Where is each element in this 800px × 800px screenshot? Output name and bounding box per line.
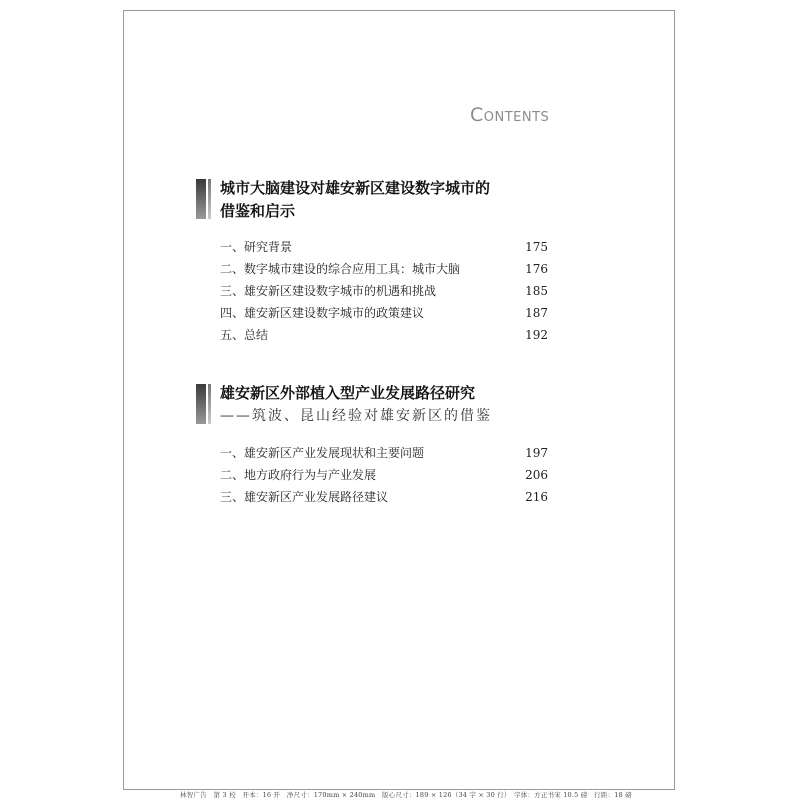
toc-entry[interactable] [220, 324, 548, 346]
toc-entry[interactable] [220, 442, 548, 464]
toc-entry[interactable] [220, 302, 548, 324]
contents-heading-initial: C [470, 104, 484, 126]
toc-entry-label: 三、雄安新区产业发展路径建议 [220, 490, 389, 504]
toc-entry-label: 五、总结 [220, 328, 269, 342]
toc-entry-label: 二、地方政府行为与产业发展 [220, 468, 377, 482]
section-1-header [196, 177, 548, 223]
toc-entry[interactable] [220, 280, 548, 302]
section-marker-bar-inner [208, 179, 211, 219]
toc-entry[interactable] [220, 464, 548, 486]
section-2-header [196, 382, 548, 427]
toc-entry-label: 四、雄安新区建设数字城市的政策建议 [220, 306, 425, 320]
toc-entry-page: 175 [525, 240, 548, 254]
toc-entry[interactable] [220, 236, 548, 258]
toc-entry[interactable] [220, 258, 548, 280]
toc-entry-page: 185 [525, 284, 548, 298]
toc-entry-label: 三、雄安新区建设数字城市的机遇和挑战 [220, 284, 437, 298]
toc-entry-page: 197 [525, 446, 548, 460]
toc-entry-page: 216 [525, 490, 548, 504]
toc-entry-label: 二、数字城市建设的综合应用工具：城市大脑 [220, 262, 461, 276]
section-1-title-line-1: 城市大脑建设对雄安新区建设数字城市的 [220, 179, 491, 197]
print-info-footer: 林智广告 第 3 校 开本：16 开 净尺寸：170mm × 240mm 版心尺寸：189 × 126（34 字 × 30 行） 字体：方正书宋 10.5 磅 行距：18 磅 [180, 791, 632, 799]
section-2-subtitle: ——筑波、昆山经验对雄安新区的借鉴 [220, 408, 492, 424]
toc-entry-page: 206 [525, 468, 548, 482]
section-marker-bar [196, 384, 206, 424]
contents-heading-rest: ONTENTS [483, 110, 550, 125]
section-1-title-line-2: 借鉴和启示 [220, 202, 296, 220]
contents-heading [470, 104, 549, 126]
section-2-toc [220, 442, 548, 508]
section-2-title: 雄安新区外部植入型产业发展路径研究 [220, 384, 476, 402]
toc-entry[interactable] [220, 486, 548, 508]
toc-entry-label: 一、研究背景 [220, 240, 293, 254]
toc-entry-page: 192 [525, 328, 548, 342]
section-1-toc [220, 236, 548, 346]
toc-entry-page: 187 [525, 306, 548, 320]
toc-entry-label: 一、雄安新区产业发展现状和主要问题 [220, 446, 425, 460]
toc-entry-page: 176 [525, 262, 548, 276]
section-marker-bar [196, 179, 206, 219]
section-marker-bar-inner [208, 384, 211, 424]
